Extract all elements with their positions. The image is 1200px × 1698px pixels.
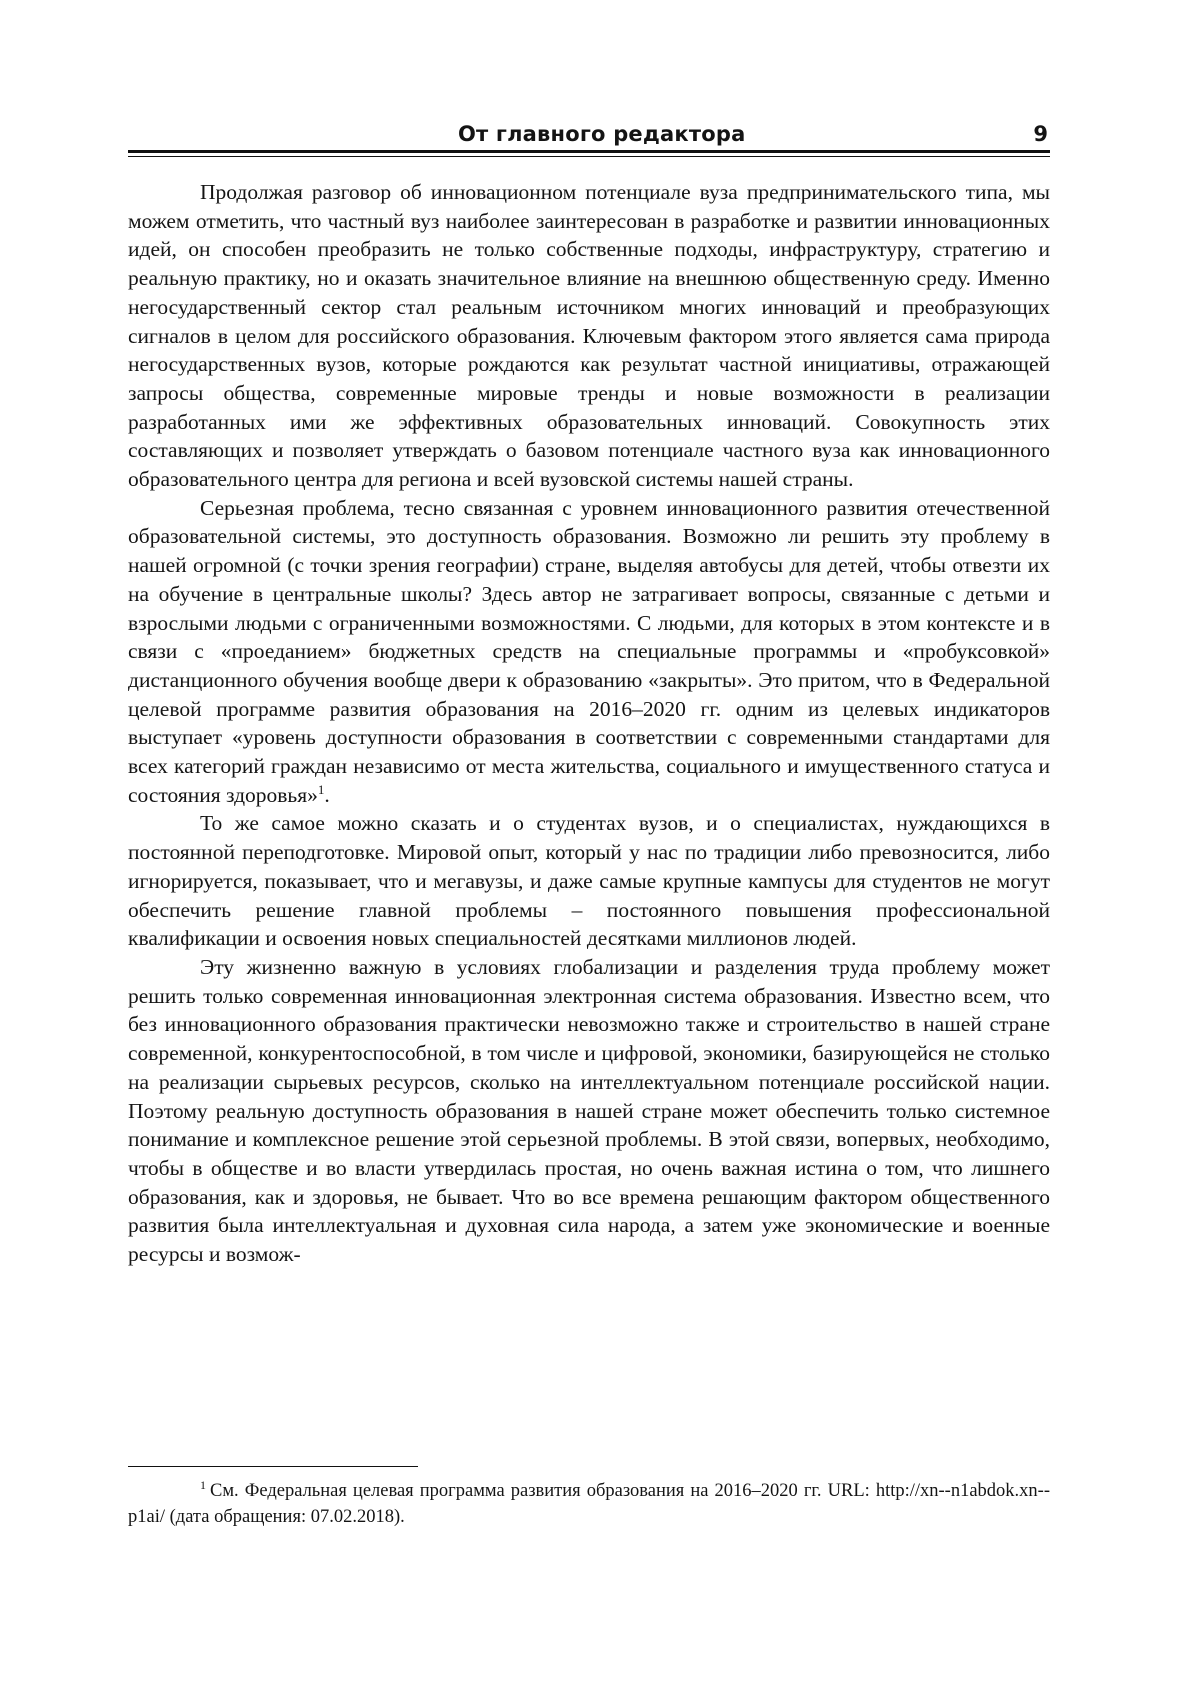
- footnote-mark: 1: [200, 1477, 206, 1492]
- paragraph-4: [128, 953, 1050, 1269]
- header-rule-thin: [128, 156, 1050, 157]
- paragraph-text: Продолжая разговор об инновационном потенциале вуза предпринимательского типа, мы можем отметить, что частный вуз наиболее заинтересован в разработке и развитии инновационных идей, он способен преобразить не только собственные подходы, инфраструктуру, стратегию и реальную практику, но и оказать значительное влияние на внешнюю общественную среду. Именно негосударственный сектор стал реальным источником многих инноваций и преобразующих сигналов в целом для российского образования. Ключевым фактором этого является сама природа негосударственных вузов, которые рождаются как результат частной инициативы, отражающей запросы общества, современные мировые тренды и новые возможности в реализации разработанных ими же эффективных образовательных инноваций. Совокупность этих составляющих и позволяет утверждать о базовом потенциале частного вуза как инновационного образовательного центра для региона и всей вузовской системы нашей страны.: [128, 180, 1050, 492]
- paragraph-text: Серьезная проблема, тесно связанная с уровнем инновационного развития отечественной образовательной системы, это доступность образования. Возможно ли решить эту проблему в нашей огромной (с точки зрения географии) стране, выделяя автобусы для детей, чтобы отвезти их на обучение в центральные школы? Здесь автор не затрагивает вопросы, связанные с детьми и взрослыми людьми с ограниченными возможностями. С людьми, для которых в этом контексте и в связи с «проеданием» бюджетных средств на специальные программы и «пробуксовкой» дистанционного обучения вообще двери к образованию «закрыты». Это притом, что в Федеральной целевой программе развития образования на 2016–2020 гг. одним из целевых индикаторов выступает «уровень доступности образования в соответствии с современными стандартами для всех категорий граждан независимо от места жительства, социального и имущественного статуса и состояния здоровья»: [128, 495, 1050, 807]
- page-number: 9: [1033, 122, 1048, 146]
- header-title: От главного редактора: [458, 122, 746, 146]
- paragraph-tail: .: [324, 782, 330, 807]
- main-text: [128, 178, 1050, 1269]
- paragraph-2: [128, 494, 1050, 810]
- footnote-reference[interactable]: 1: [317, 781, 325, 797]
- footnote-separator: [128, 1466, 418, 1467]
- paragraph-text: Эту жизненно важную в условиях глобализации и разделения труда проблему может решить только современная инновационная электронная система образования. Известно всем, что без инновационного образования практически невозможно также и строительство в нашей стране современной, конкурентоспособной, в том числе и цифровой, экономики, базирующейся не столько на реализации сырьевых ресурсов, сколько на интеллектуальном потенциале российской нации. Поэтому реальную доступность образования в нашей стране может обеспечить только системное понимание и комплексное решение этой серьезной проблемы. В этой связи, вопервых, необходимо, чтобы в обществе и во власти утвердилась простая, но очень важная истина о том, что лишнего образования, как и здоровья, не бывает. Что во все времена решающим фактором общественного развития была интеллектуальная и духовная сила народа, а затем уже экономические и военные ресурсы и возмож-: [128, 954, 1050, 1267]
- footnote: [128, 1478, 1050, 1530]
- footnote-text: См. Федеральная целевая программа развития образования на 2016–2020 гг. URL: http://xn--n1abdok.xn--p1ai/ (дата обращения: 07.02.2018).: [128, 1481, 1050, 1527]
- paragraph-3: [128, 809, 1050, 953]
- paragraph-text: То же самое можно сказать и о студентах вузов, и о специалистах, нуждающихся в постоянной переподготовке. Мировой опыт, который у нас по традиции либо превозносится, либо игнорируется, показывает, что и мегавузы, и даже самые крупные кампусы для студентов не могут обеспечить решение главной проблемы – постоянного повышения профессиональной квалификации и освоения новых специальностей десятками миллионов людей.: [128, 811, 1050, 951]
- header-rule-thick: [128, 150, 1050, 153]
- running-header: [128, 120, 1050, 150]
- paragraph-1: [128, 178, 1050, 494]
